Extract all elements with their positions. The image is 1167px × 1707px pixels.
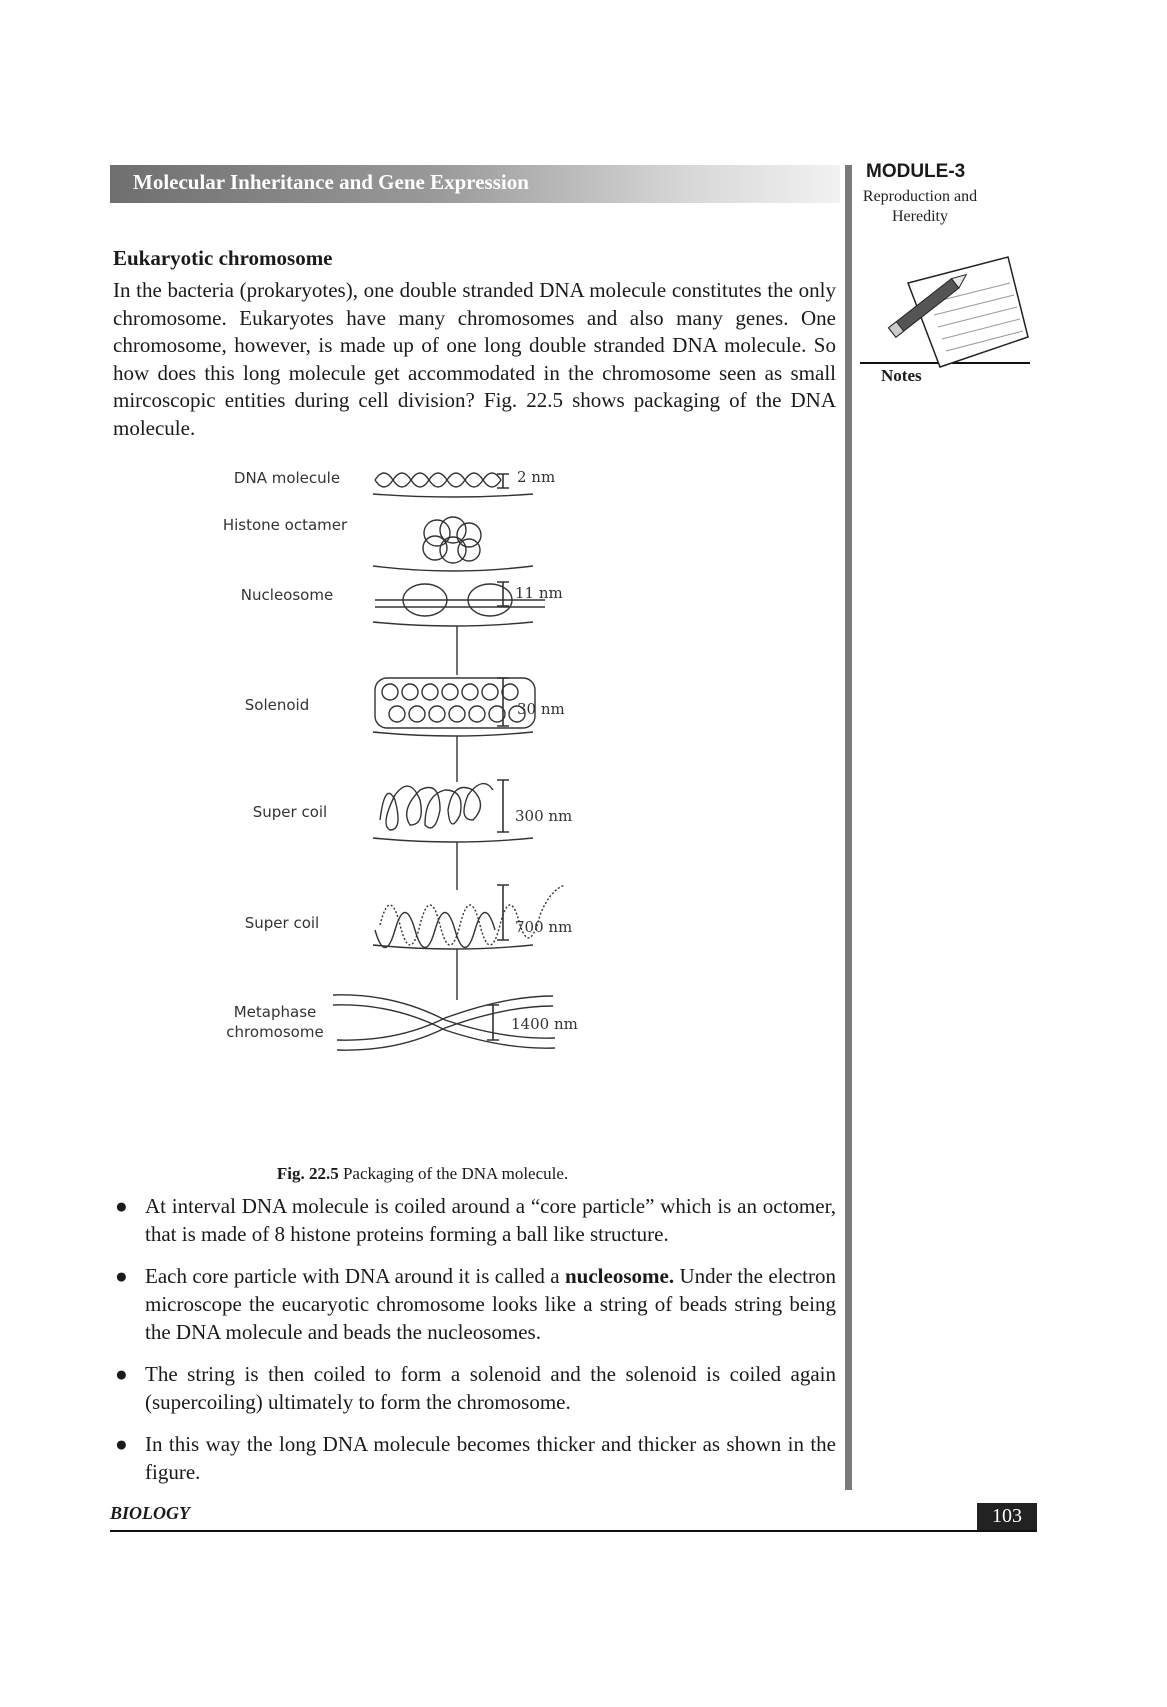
scale-bar-300nm [497, 780, 509, 832]
solenoid-shape [375, 678, 535, 728]
scale-bar-1400nm [487, 1005, 499, 1040]
histone-octamer-shape [423, 517, 481, 563]
list-item [113, 1360, 836, 1416]
stage-label: Super coil [244, 914, 320, 932]
bullet-dot-icon: ● [115, 1264, 128, 1288]
bullet-dot-icon: ● [115, 1432, 128, 1456]
bullet-text-before: Each core particle with DNA around it is called a [145, 1264, 565, 1288]
stage-label: Nucleosome [240, 586, 334, 604]
chapter-title: Molecular Inheritance and Gene Expression [133, 170, 529, 194]
page-number: 103 [992, 1505, 1022, 1527]
footer-rule [110, 1530, 1037, 1532]
bullet-text-after: Under the electron microscope the eucaryotic chromosome looks like a string of beads string being the DNA molecule and beads the nucleosomes. [145, 1264, 836, 1344]
notes-label: Notes [881, 366, 922, 385]
stage-label: Super coil [252, 803, 328, 821]
scale-bar-700nm [497, 885, 509, 940]
supercoil-300-shape [380, 784, 493, 830]
module-label: MODULE-3 [866, 161, 966, 182]
stage-label: Histone octamer [222, 516, 348, 534]
stage-scale: 1400 nm [511, 1015, 578, 1033]
intro-paragraph: In the bacteria (prokaryotes), one double stranded DNA molecule constitutes the only chromosome. Eukaryotes have many chromosomes and also many genes. One chromosome, however, is made up of one long double stranded DNA molecule. So how does this long molecule get accommodated in the chromosome seen as small mircoscopic entities during cell division? Fig. 22.5 shows packaging of the DNA molecule. [113, 278, 836, 440]
bullet-dot-icon: ● [115, 1362, 128, 1386]
bullet-list [113, 1192, 836, 1500]
list-item [113, 1430, 836, 1486]
list-item [113, 1262, 836, 1346]
module-subtitle-line2: Heredity [892, 208, 948, 225]
margin-rule [845, 165, 852, 1490]
stage-scale: 11 nm [515, 584, 563, 602]
module-subtitle [858, 187, 982, 227]
figure-caption [0, 1164, 845, 1184]
stage-scale: 300 nm [515, 807, 573, 825]
section-heading: Eukaryotic chromosome [113, 246, 333, 270]
bullet-text: At interval DNA molecule is coiled around a “core particle” which is an octomer, that is made of 8 histone proteins forming a ball like structure. [145, 1194, 836, 1246]
footer-subject: BIOLOGY [110, 1503, 190, 1523]
bullet-text: The string is then coiled to form a solenoid and the solenoid is coiled again (supercoiling) ultimately to form the chromosome. [145, 1362, 836, 1414]
bullet-term: nucleosome. [565, 1264, 675, 1288]
caption-prefix: Fig. 22.5 [276, 1164, 339, 1183]
stage-label: Metaphase chromosome [226, 1003, 324, 1041]
module-subtitle-line1: Reproduction and [862, 188, 978, 205]
stage-scale: 700 nm [515, 918, 573, 936]
stage-scale: 30 nm [517, 700, 565, 718]
dna-helix [375, 473, 501, 487]
dna-packaging-figure [222, 460, 645, 1100]
stage-label: DNA molecule [233, 469, 341, 487]
bullet-text: In this way the long DNA molecule becomes thicker and thicker as shown in the figure. [145, 1432, 836, 1484]
stage-scale: 2 nm [517, 468, 556, 486]
bullet-dot-icon: ● [115, 1194, 128, 1218]
stage-label: Solenoid [244, 696, 310, 714]
caption-text: Packaging of the DNA molecule. [338, 1164, 569, 1183]
list-item [113, 1192, 836, 1248]
